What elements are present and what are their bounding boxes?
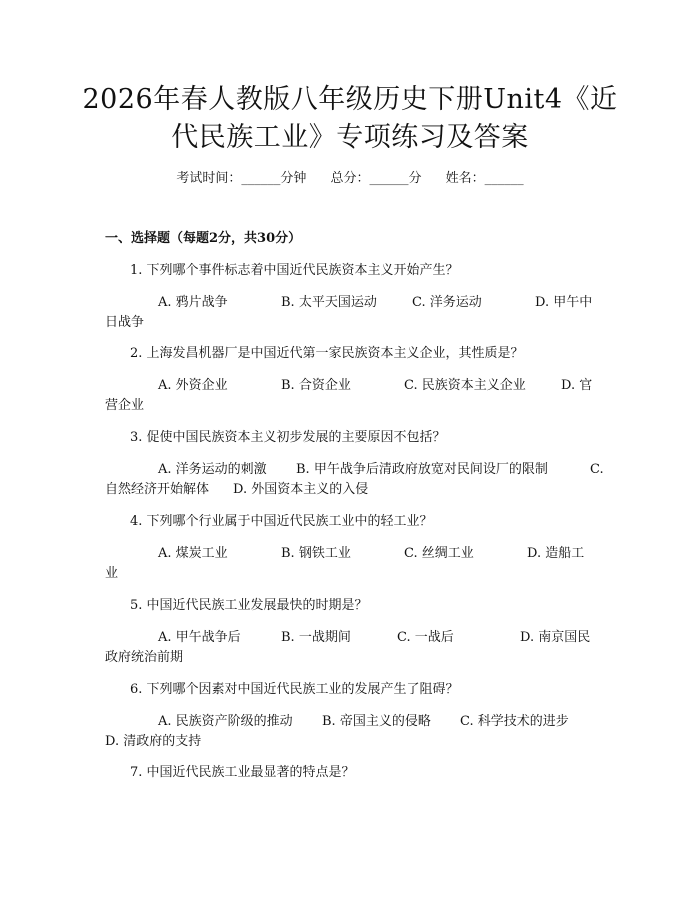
question-option-continuation: 业 bbox=[105, 566, 119, 581]
question-stem: 6. 下列哪个因素对中国近代民族工业的发展产生了阻碍？ bbox=[130, 682, 459, 697]
question-option: C. 科学技术的进步 bbox=[460, 714, 569, 729]
question-stem: 1. 下列哪个事件标志着中国近代民族资本主义开始产生？ bbox=[130, 263, 459, 278]
question-option: C. 一战后 bbox=[397, 630, 454, 645]
exam-meta bbox=[0, 170, 700, 188]
question-option: C. 洋务运动 bbox=[412, 295, 482, 310]
question-option-continuation: 日战争 bbox=[105, 315, 145, 330]
question-option: A. 鸦片战争 bbox=[158, 295, 228, 310]
question-option: A. 外资企业 bbox=[158, 378, 228, 393]
question-option: B. 合资企业 bbox=[281, 378, 351, 393]
question-option: C. 民族资本主义企业 bbox=[404, 378, 526, 393]
question-option: A. 煤炭工业 bbox=[158, 546, 228, 561]
question-stem: 2. 上海发昌机器厂是中国近代第一家民族资本主义企业，其性质是？ bbox=[130, 346, 524, 361]
question-stem: 7. 中国近代民族工业最显著的特点是？ bbox=[130, 765, 355, 780]
question-option: D. 甲午中 bbox=[535, 295, 593, 310]
question-option: B. 甲午战争后清政府放宽对民间设厂的限制 bbox=[296, 462, 548, 477]
question-option-continuation: 营企业 bbox=[105, 398, 145, 413]
section-heading-choice: 一、选择题（每题2分，共30分） bbox=[105, 231, 302, 246]
question-option: D. 南京国民 bbox=[520, 630, 591, 645]
question-option: D. 清政府的支持 bbox=[105, 734, 202, 749]
question-option: A. 洋务运动的刺激 bbox=[158, 462, 267, 477]
exam-time-field: 考试时间：______分钟 bbox=[176, 171, 307, 186]
question-option: B. 帝国主义的侵略 bbox=[322, 714, 431, 729]
total-score-field: 总分：______分 bbox=[330, 171, 422, 186]
question-stem: 4. 下列哪个行业属于中国近代民族工业中的轻工业？ bbox=[130, 514, 433, 529]
question-option: B. 太平天国运动 bbox=[281, 295, 377, 310]
page-title-line-2: 代民族工业》专项练习及答案 bbox=[171, 122, 529, 153]
question-option-continuation: 自然经济开始解体 bbox=[105, 482, 210, 497]
question-stem: 5. 中国近代民族工业发展最快的时期是？ bbox=[130, 598, 368, 613]
question-option: D. 外国资本主义的入侵 bbox=[233, 482, 369, 497]
question-option: A. 甲午战争后 bbox=[158, 630, 241, 645]
question-option: B. 一战期间 bbox=[281, 630, 351, 645]
question-option-continuation: 政府统治前期 bbox=[105, 650, 184, 665]
question-option: D. 官 bbox=[561, 378, 593, 393]
page-title-line-1: 2026年春人教版八年级历史下册Unit4《近 bbox=[82, 84, 618, 115]
question-stem: 3. 促使中国民族资本主义初步发展的主要原因不包括？ bbox=[130, 430, 446, 445]
student-name-field: 姓名：______ bbox=[445, 171, 524, 186]
question-option: C. bbox=[590, 462, 604, 477]
question-option: D. 造船工 bbox=[527, 546, 585, 561]
question-option: C. 丝绸工业 bbox=[404, 546, 474, 561]
question-option: A. 民族资产阶级的推动 bbox=[158, 714, 293, 729]
question-option: B. 钢铁工业 bbox=[281, 546, 351, 561]
